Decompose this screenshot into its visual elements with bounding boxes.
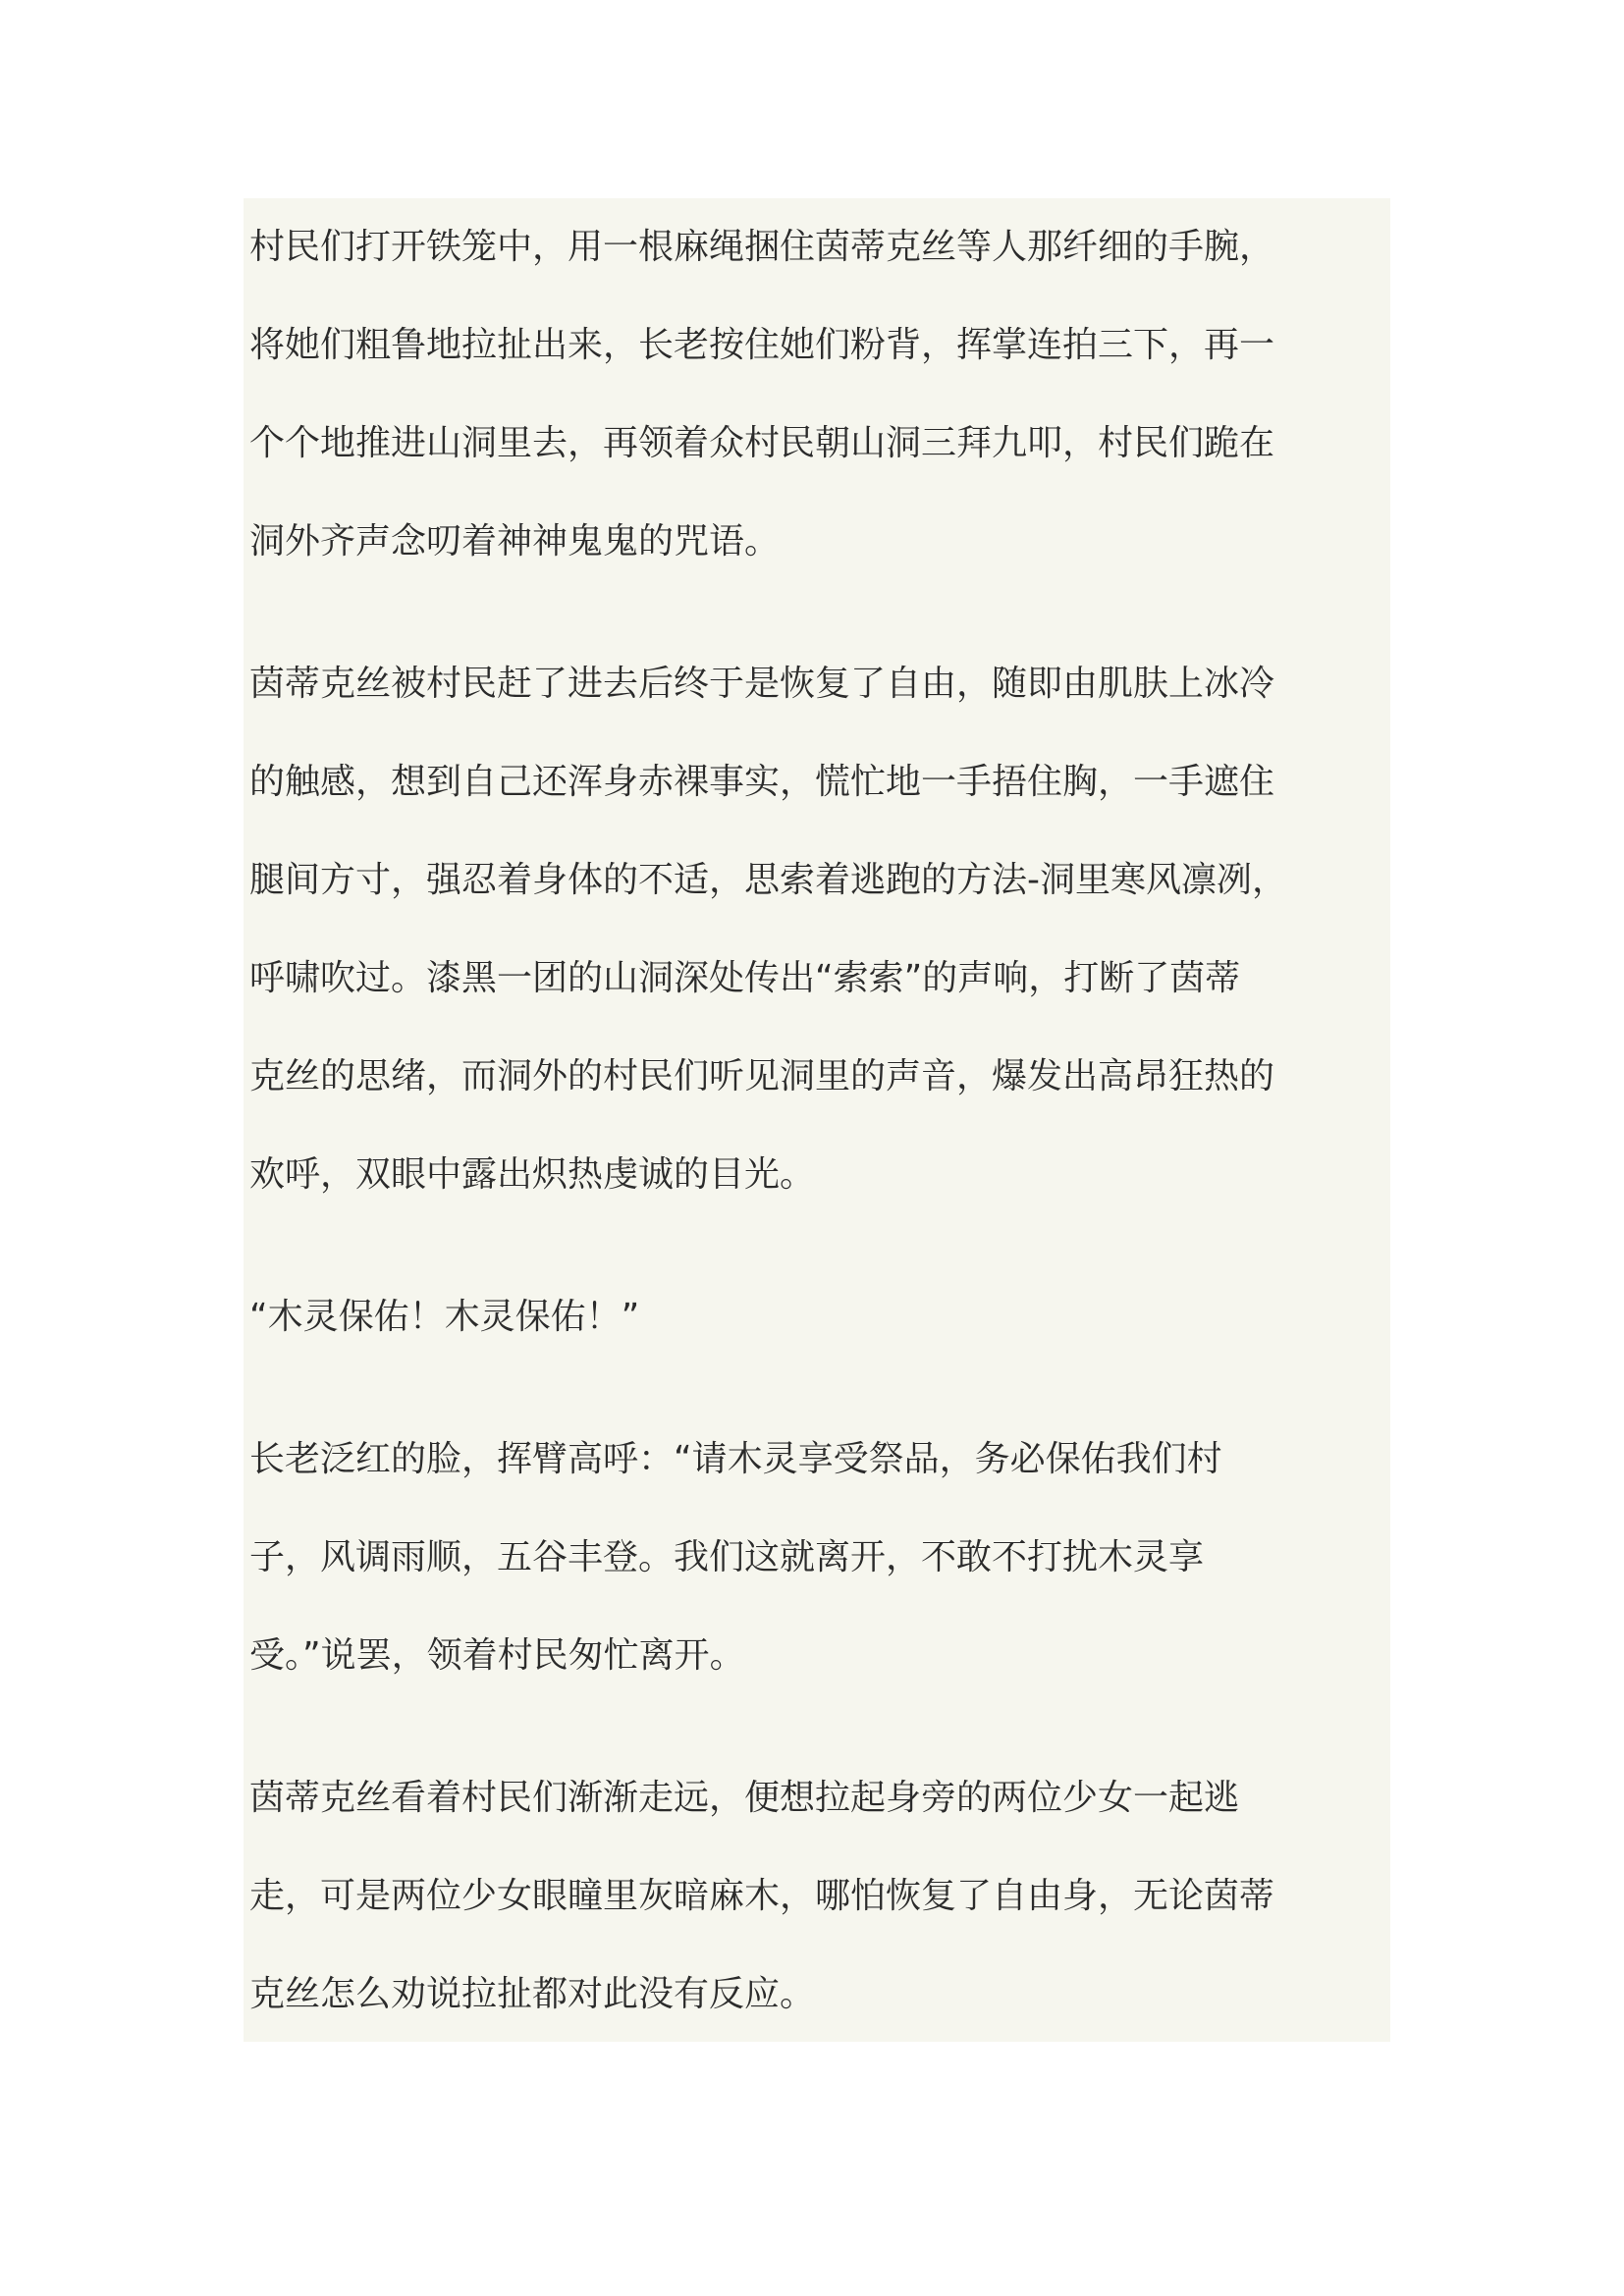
text-line: 村民们打开铁笼中，用一根麻绳捆住茵蒂克丝等人那纤细的手腕， — [249, 227, 1275, 267]
text-line: 长老泛红的脸，挥臂高呼：“请木灵享受祭品，务必保佑我们村 — [249, 1439, 1222, 1479]
text-line: 洞外齐声念叨着神神鬼鬼的咒语。 — [249, 521, 781, 561]
text-line: 的触感，想到自己还浑身赤裸事实，慌忙地一手捂住胸，一手遮住 — [249, 762, 1275, 802]
text-line: 茵蒂克丝被村民赶了进去后终于是恢复了自由，随即由肌肤上冰冷 — [249, 664, 1275, 704]
text-line: 腿间方寸，强忍着身体的不适，思索着逃跑的方法-洞里寒风凛冽， — [249, 860, 1287, 900]
text-line: 欢呼，双眼中露出炽热虔诚的目光。 — [249, 1154, 816, 1195]
text-line: 子，风调雨顺，五谷丰登。我们这就离开，不敢不打扰木灵享 — [249, 1537, 1205, 1577]
text-line: 克丝怎么劝说拉扯都对此没有反应。 — [249, 1974, 816, 2014]
text-line: 呼啸吹过。漆黑一团的山洞深处传出“索索”的声响，打断了茵蒂 — [249, 958, 1241, 998]
text-line: 克丝的思绪，而洞外的村民们听见洞里的声音，爆发出高昂狂热的 — [249, 1056, 1275, 1096]
text-line: “木灵保佑！木灵保佑！” — [249, 1297, 640, 1337]
text-line: 个个地推进山洞里去，再领着众村民朝山洞三拜九叩，村民们跪在 — [249, 423, 1275, 463]
text-panel — [244, 198, 1390, 2042]
text-line: 走，可是两位少女眼瞳里灰暗麻木，哪怕恢复了自由身，无论茵蒂 — [249, 1876, 1275, 1916]
text-line: 将她们粗鲁地拉扯出来，长老按住她们粉背，挥掌连拍三下，再一 — [249, 325, 1275, 365]
text-line: 受。”说罢，领着村民匆忙离开。 — [249, 1635, 745, 1676]
text-line: 茵蒂克丝看着村民们渐渐走远，便想拉起身旁的两位少女一起逃 — [249, 1778, 1240, 1818]
